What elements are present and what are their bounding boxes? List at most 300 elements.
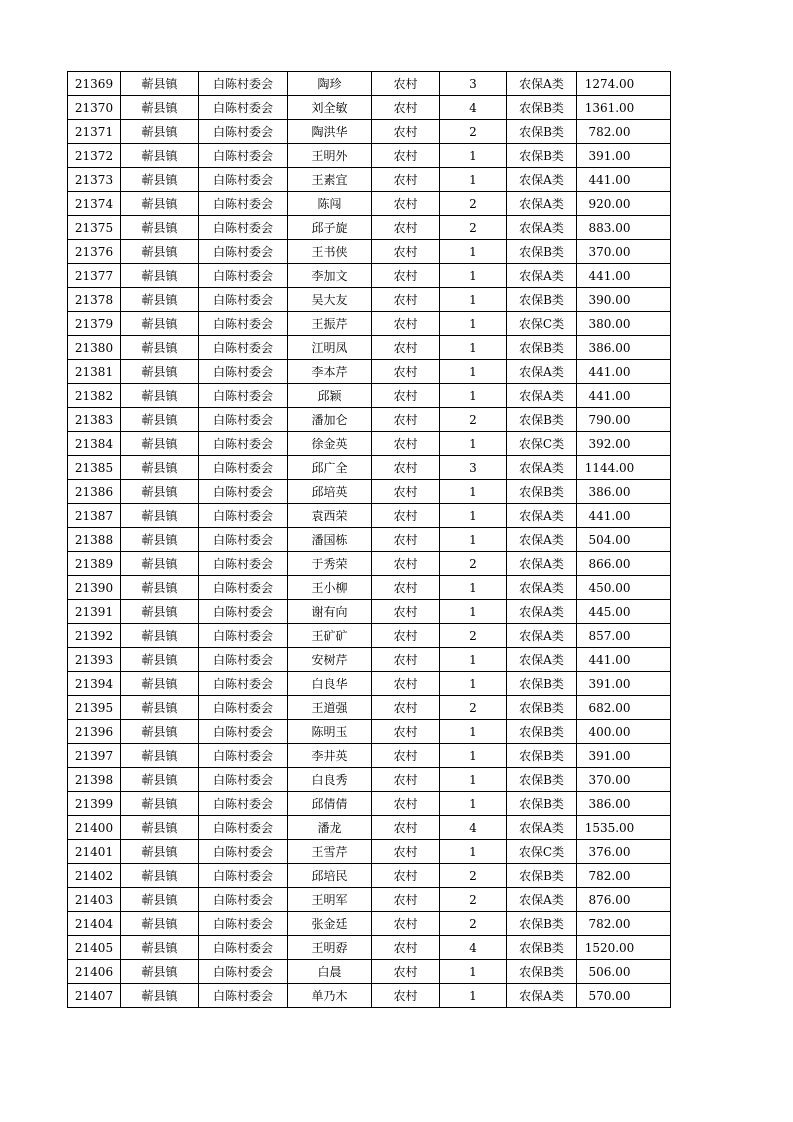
cell-town: 蕲县镇 <box>121 912 199 936</box>
cell-id: 21375 <box>68 216 121 240</box>
cell-category: 农保A类 <box>507 360 577 384</box>
cell-household-type: 农村 <box>372 216 440 240</box>
cell-id: 21387 <box>68 504 121 528</box>
cell-household-type: 农村 <box>372 960 440 984</box>
cell-town: 蕲县镇 <box>121 888 199 912</box>
cell-household-type: 农村 <box>372 96 440 120</box>
cell-amount: 441.00 <box>577 648 671 672</box>
cell-id: 21369 <box>68 72 121 96</box>
cell-category: 农保B类 <box>507 336 577 360</box>
cell-amount: 370.00 <box>577 768 671 792</box>
cell-id: 21406 <box>68 960 121 984</box>
table-row <box>68 888 671 912</box>
cell-town: 蕲县镇 <box>121 936 199 960</box>
cell-town: 蕲县镇 <box>121 576 199 600</box>
cell-name: 吴大友 <box>288 288 372 312</box>
cell-village: 白陈村委会 <box>199 768 288 792</box>
cell-household-type: 农村 <box>372 984 440 1008</box>
cell-village: 白陈村委会 <box>199 888 288 912</box>
cell-household-type: 农村 <box>372 552 440 576</box>
cell-village: 白陈村委会 <box>199 336 288 360</box>
cell-name: 王明军 <box>288 888 372 912</box>
cell-town: 蕲县镇 <box>121 744 199 768</box>
cell-town: 蕲县镇 <box>121 984 199 1008</box>
cell-town: 蕲县镇 <box>121 816 199 840</box>
table-row <box>68 552 671 576</box>
table-body <box>68 72 671 1008</box>
table-row <box>68 768 671 792</box>
cell-amount: 790.00 <box>577 408 671 432</box>
cell-person-count: 1 <box>440 792 507 816</box>
cell-category: 农保B类 <box>507 792 577 816</box>
table-row <box>68 456 671 480</box>
cell-person-count: 2 <box>440 120 507 144</box>
cell-household-type: 农村 <box>372 480 440 504</box>
cell-household-type: 农村 <box>372 528 440 552</box>
table-row <box>68 384 671 408</box>
cell-person-count: 1 <box>440 288 507 312</box>
cell-category: 农保A类 <box>507 456 577 480</box>
cell-name: 王明外 <box>288 144 372 168</box>
table-row <box>68 624 671 648</box>
table-row <box>68 792 671 816</box>
cell-category: 农保A类 <box>507 648 577 672</box>
cell-name: 王明孬 <box>288 936 372 960</box>
cell-amount: 386.00 <box>577 480 671 504</box>
table-row <box>68 312 671 336</box>
cell-town: 蕲县镇 <box>121 240 199 264</box>
cell-id: 21378 <box>68 288 121 312</box>
cell-village: 白陈村委会 <box>199 264 288 288</box>
cell-id: 21390 <box>68 576 121 600</box>
cell-village: 白陈村委会 <box>199 168 288 192</box>
cell-person-count: 1 <box>440 576 507 600</box>
cell-person-count: 2 <box>440 216 507 240</box>
cell-id: 21384 <box>68 432 121 456</box>
cell-town: 蕲县镇 <box>121 504 199 528</box>
table-row <box>68 672 671 696</box>
cell-person-count: 1 <box>440 240 507 264</box>
cell-household-type: 农村 <box>372 336 440 360</box>
cell-village: 白陈村委会 <box>199 288 288 312</box>
table-row <box>68 912 671 936</box>
cell-person-count: 1 <box>440 528 507 552</box>
cell-village: 白陈村委会 <box>199 984 288 1008</box>
cell-person-count: 1 <box>440 960 507 984</box>
cell-name: 于秀荣 <box>288 552 372 576</box>
cell-village: 白陈村委会 <box>199 72 288 96</box>
cell-id: 21405 <box>68 936 121 960</box>
table-row <box>68 600 671 624</box>
cell-town: 蕲县镇 <box>121 192 199 216</box>
cell-amount: 1274.00 <box>577 72 671 96</box>
cell-town: 蕲县镇 <box>121 96 199 120</box>
cell-amount: 380.00 <box>577 312 671 336</box>
cell-category: 农保A类 <box>507 984 577 1008</box>
table-row <box>68 144 671 168</box>
cell-id: 21391 <box>68 600 121 624</box>
cell-category: 农保A类 <box>507 528 577 552</box>
cell-village: 白陈村委会 <box>199 720 288 744</box>
cell-person-count: 2 <box>440 408 507 432</box>
cell-id: 21372 <box>68 144 121 168</box>
cell-household-type: 农村 <box>372 864 440 888</box>
cell-id: 21389 <box>68 552 121 576</box>
table-row <box>68 264 671 288</box>
table-row <box>68 648 671 672</box>
cell-id: 21395 <box>68 696 121 720</box>
cell-town: 蕲县镇 <box>121 360 199 384</box>
cell-category: 农保A类 <box>507 168 577 192</box>
cell-person-count: 2 <box>440 912 507 936</box>
table-row <box>68 840 671 864</box>
cell-category: 农保A类 <box>507 576 577 600</box>
cell-category: 农保C类 <box>507 312 577 336</box>
cell-village: 白陈村委会 <box>199 864 288 888</box>
cell-village: 白陈村委会 <box>199 312 288 336</box>
cell-amount: 1144.00 <box>577 456 671 480</box>
cell-town: 蕲县镇 <box>121 552 199 576</box>
cell-village: 白陈村委会 <box>199 384 288 408</box>
cell-town: 蕲县镇 <box>121 864 199 888</box>
cell-village: 白陈村委会 <box>199 960 288 984</box>
cell-amount: 391.00 <box>577 672 671 696</box>
cell-id: 21382 <box>68 384 121 408</box>
cell-id: 21381 <box>68 360 121 384</box>
cell-village: 白陈村委会 <box>199 792 288 816</box>
cell-town: 蕲县镇 <box>121 720 199 744</box>
table-row <box>68 96 671 120</box>
cell-household-type: 农村 <box>372 936 440 960</box>
cell-town: 蕲县镇 <box>121 456 199 480</box>
table-row <box>68 528 671 552</box>
cell-name: 李井英 <box>288 744 372 768</box>
cell-amount: 682.00 <box>577 696 671 720</box>
cell-name: 邱倩倩 <box>288 792 372 816</box>
cell-id: 21399 <box>68 792 121 816</box>
cell-village: 白陈村委会 <box>199 360 288 384</box>
cell-id: 21370 <box>68 96 121 120</box>
cell-category: 农保A类 <box>507 600 577 624</box>
cell-household-type: 农村 <box>372 240 440 264</box>
cell-household-type: 农村 <box>372 648 440 672</box>
cell-household-type: 农村 <box>372 264 440 288</box>
cell-name: 邱培英 <box>288 480 372 504</box>
cell-household-type: 农村 <box>372 744 440 768</box>
cell-id: 21380 <box>68 336 121 360</box>
cell-village: 白陈村委会 <box>199 648 288 672</box>
cell-village: 白陈村委会 <box>199 192 288 216</box>
table-row <box>68 192 671 216</box>
cell-household-type: 农村 <box>372 720 440 744</box>
cell-person-count: 1 <box>440 264 507 288</box>
cell-village: 白陈村委会 <box>199 216 288 240</box>
cell-name: 潘龙 <box>288 816 372 840</box>
cell-town: 蕲县镇 <box>121 72 199 96</box>
cell-person-count: 4 <box>440 816 507 840</box>
cell-category: 农保A类 <box>507 624 577 648</box>
cell-amount: 386.00 <box>577 336 671 360</box>
cell-village: 白陈村委会 <box>199 480 288 504</box>
cell-household-type: 农村 <box>372 312 440 336</box>
cell-village: 白陈村委会 <box>199 456 288 480</box>
cell-household-type: 农村 <box>372 72 440 96</box>
cell-village: 白陈村委会 <box>199 816 288 840</box>
cell-village: 白陈村委会 <box>199 144 288 168</box>
cell-id: 21401 <box>68 840 121 864</box>
cell-name: 邱颖 <box>288 384 372 408</box>
cell-household-type: 农村 <box>372 120 440 144</box>
cell-household-type: 农村 <box>372 912 440 936</box>
cell-id: 21392 <box>68 624 121 648</box>
cell-name: 刘全敏 <box>288 96 372 120</box>
cell-amount: 876.00 <box>577 888 671 912</box>
cell-category: 农保A类 <box>507 504 577 528</box>
table-row <box>68 696 671 720</box>
cell-person-count: 1 <box>440 648 507 672</box>
cell-amount: 782.00 <box>577 912 671 936</box>
cell-town: 蕲县镇 <box>121 672 199 696</box>
table-row <box>68 120 671 144</box>
table-row <box>68 216 671 240</box>
cell-name: 白良秀 <box>288 768 372 792</box>
cell-category: 农保A类 <box>507 216 577 240</box>
table-row <box>68 816 671 840</box>
cell-person-count: 1 <box>440 840 507 864</box>
cell-person-count: 2 <box>440 552 507 576</box>
cell-category: 农保B类 <box>507 912 577 936</box>
cell-village: 白陈村委会 <box>199 552 288 576</box>
cell-amount: 1361.00 <box>577 96 671 120</box>
cell-village: 白陈村委会 <box>199 96 288 120</box>
cell-amount: 391.00 <box>577 744 671 768</box>
cell-town: 蕲县镇 <box>121 336 199 360</box>
cell-id: 21397 <box>68 744 121 768</box>
cell-village: 白陈村委会 <box>199 624 288 648</box>
cell-name: 李本芹 <box>288 360 372 384</box>
cell-category: 农保A类 <box>507 816 577 840</box>
cell-id: 21388 <box>68 528 121 552</box>
cell-household-type: 农村 <box>372 360 440 384</box>
cell-town: 蕲县镇 <box>121 120 199 144</box>
cell-village: 白陈村委会 <box>199 408 288 432</box>
table-row <box>68 432 671 456</box>
cell-name: 邱广全 <box>288 456 372 480</box>
cell-category: 农保B类 <box>507 120 577 144</box>
cell-household-type: 农村 <box>372 144 440 168</box>
table-row <box>68 168 671 192</box>
cell-village: 白陈村委会 <box>199 600 288 624</box>
cell-name: 谢有向 <box>288 600 372 624</box>
cell-person-count: 4 <box>440 96 507 120</box>
cell-town: 蕲县镇 <box>121 216 199 240</box>
cell-category: 农保B类 <box>507 480 577 504</box>
cell-name: 王小柳 <box>288 576 372 600</box>
cell-village: 白陈村委会 <box>199 672 288 696</box>
cell-category: 农保A类 <box>507 384 577 408</box>
cell-id: 21373 <box>68 168 121 192</box>
cell-amount: 920.00 <box>577 192 671 216</box>
cell-village: 白陈村委会 <box>199 504 288 528</box>
cell-name: 袁西荣 <box>288 504 372 528</box>
table-row <box>68 984 671 1008</box>
cell-name: 安树芹 <box>288 648 372 672</box>
cell-amount: 504.00 <box>577 528 671 552</box>
cell-amount: 883.00 <box>577 216 671 240</box>
cell-person-count: 1 <box>440 504 507 528</box>
cell-village: 白陈村委会 <box>199 840 288 864</box>
cell-id: 21383 <box>68 408 121 432</box>
cell-household-type: 农村 <box>372 192 440 216</box>
cell-category: 农保C类 <box>507 840 577 864</box>
cell-town: 蕲县镇 <box>121 480 199 504</box>
cell-id: 21376 <box>68 240 121 264</box>
cell-person-count: 3 <box>440 456 507 480</box>
cell-town: 蕲县镇 <box>121 600 199 624</box>
cell-village: 白陈村委会 <box>199 912 288 936</box>
cell-person-count: 2 <box>440 192 507 216</box>
cell-household-type: 农村 <box>372 408 440 432</box>
cell-id: 21371 <box>68 120 121 144</box>
cell-household-type: 农村 <box>372 672 440 696</box>
beneficiary-table <box>67 71 671 1008</box>
cell-person-count: 1 <box>440 360 507 384</box>
cell-name: 邱子旋 <box>288 216 372 240</box>
cell-household-type: 农村 <box>372 288 440 312</box>
table-row <box>68 960 671 984</box>
cell-name: 陶洪华 <box>288 120 372 144</box>
cell-name: 王矿矿 <box>288 624 372 648</box>
cell-amount: 441.00 <box>577 168 671 192</box>
cell-id: 21400 <box>68 816 121 840</box>
cell-id: 21407 <box>68 984 121 1008</box>
cell-person-count: 1 <box>440 336 507 360</box>
cell-category: 农保B类 <box>507 864 577 888</box>
cell-name: 王书侠 <box>288 240 372 264</box>
cell-village: 白陈村委会 <box>199 432 288 456</box>
cell-village: 白陈村委会 <box>199 240 288 264</box>
cell-amount: 370.00 <box>577 240 671 264</box>
cell-town: 蕲县镇 <box>121 432 199 456</box>
cell-amount: 441.00 <box>577 360 671 384</box>
table-row <box>68 504 671 528</box>
cell-category: 农保A类 <box>507 552 577 576</box>
cell-id: 21377 <box>68 264 121 288</box>
cell-name: 王振芹 <box>288 312 372 336</box>
cell-name: 邱培民 <box>288 864 372 888</box>
cell-village: 白陈村委会 <box>199 744 288 768</box>
cell-person-count: 1 <box>440 984 507 1008</box>
cell-person-count: 2 <box>440 864 507 888</box>
cell-amount: 441.00 <box>577 264 671 288</box>
cell-amount: 386.00 <box>577 792 671 816</box>
cell-village: 白陈村委会 <box>199 120 288 144</box>
cell-town: 蕲县镇 <box>121 528 199 552</box>
cell-category: 农保A类 <box>507 192 577 216</box>
cell-name: 张金廷 <box>288 912 372 936</box>
cell-household-type: 农村 <box>372 456 440 480</box>
cell-household-type: 农村 <box>372 888 440 912</box>
table-row <box>68 360 671 384</box>
cell-category: 农保A类 <box>507 264 577 288</box>
cell-village: 白陈村委会 <box>199 528 288 552</box>
cell-amount: 376.00 <box>577 840 671 864</box>
cell-household-type: 农村 <box>372 840 440 864</box>
cell-id: 21396 <box>68 720 121 744</box>
cell-category: 农保B类 <box>507 936 577 960</box>
cell-amount: 445.00 <box>577 600 671 624</box>
cell-category: 农保B类 <box>507 408 577 432</box>
cell-town: 蕲县镇 <box>121 696 199 720</box>
cell-name: 李加文 <box>288 264 372 288</box>
cell-person-count: 3 <box>440 72 507 96</box>
cell-id: 21394 <box>68 672 121 696</box>
cell-person-count: 2 <box>440 696 507 720</box>
cell-amount: 1535.00 <box>577 816 671 840</box>
cell-household-type: 农村 <box>372 624 440 648</box>
cell-id: 21379 <box>68 312 121 336</box>
cell-category: 农保A类 <box>507 888 577 912</box>
cell-name: 王素宜 <box>288 168 372 192</box>
cell-person-count: 1 <box>440 480 507 504</box>
cell-name: 潘国栋 <box>288 528 372 552</box>
cell-person-count: 4 <box>440 936 507 960</box>
cell-town: 蕲县镇 <box>121 144 199 168</box>
cell-category: 农保B类 <box>507 696 577 720</box>
cell-name: 潘加仑 <box>288 408 372 432</box>
cell-name: 单乃木 <box>288 984 372 1008</box>
cell-amount: 450.00 <box>577 576 671 600</box>
cell-amount: 392.00 <box>577 432 671 456</box>
cell-person-count: 1 <box>440 672 507 696</box>
cell-town: 蕲县镇 <box>121 840 199 864</box>
cell-id: 21374 <box>68 192 121 216</box>
cell-name: 王雪芹 <box>288 840 372 864</box>
cell-town: 蕲县镇 <box>121 384 199 408</box>
cell-person-count: 1 <box>440 168 507 192</box>
cell-household-type: 农村 <box>372 696 440 720</box>
cell-name: 江明凤 <box>288 336 372 360</box>
cell-name: 王道强 <box>288 696 372 720</box>
cell-amount: 506.00 <box>577 960 671 984</box>
cell-amount: 782.00 <box>577 864 671 888</box>
cell-town: 蕲县镇 <box>121 312 199 336</box>
cell-amount: 1520.00 <box>577 936 671 960</box>
table-row <box>68 864 671 888</box>
cell-amount: 390.00 <box>577 288 671 312</box>
cell-name: 陈闯 <box>288 192 372 216</box>
cell-person-count: 2 <box>440 888 507 912</box>
cell-category: 农保B类 <box>507 288 577 312</box>
cell-person-count: 2 <box>440 624 507 648</box>
cell-household-type: 农村 <box>372 816 440 840</box>
cell-name: 白晨 <box>288 960 372 984</box>
cell-amount: 441.00 <box>577 504 671 528</box>
cell-household-type: 农村 <box>372 576 440 600</box>
cell-amount: 400.00 <box>577 720 671 744</box>
table-row <box>68 480 671 504</box>
cell-category: 农保B类 <box>507 720 577 744</box>
table-row <box>68 720 671 744</box>
table-row <box>68 336 671 360</box>
cell-person-count: 1 <box>440 768 507 792</box>
cell-household-type: 农村 <box>372 168 440 192</box>
cell-category: 农保B类 <box>507 744 577 768</box>
cell-person-count: 1 <box>440 384 507 408</box>
cell-town: 蕲县镇 <box>121 792 199 816</box>
cell-id: 21393 <box>68 648 121 672</box>
table-row <box>68 744 671 768</box>
